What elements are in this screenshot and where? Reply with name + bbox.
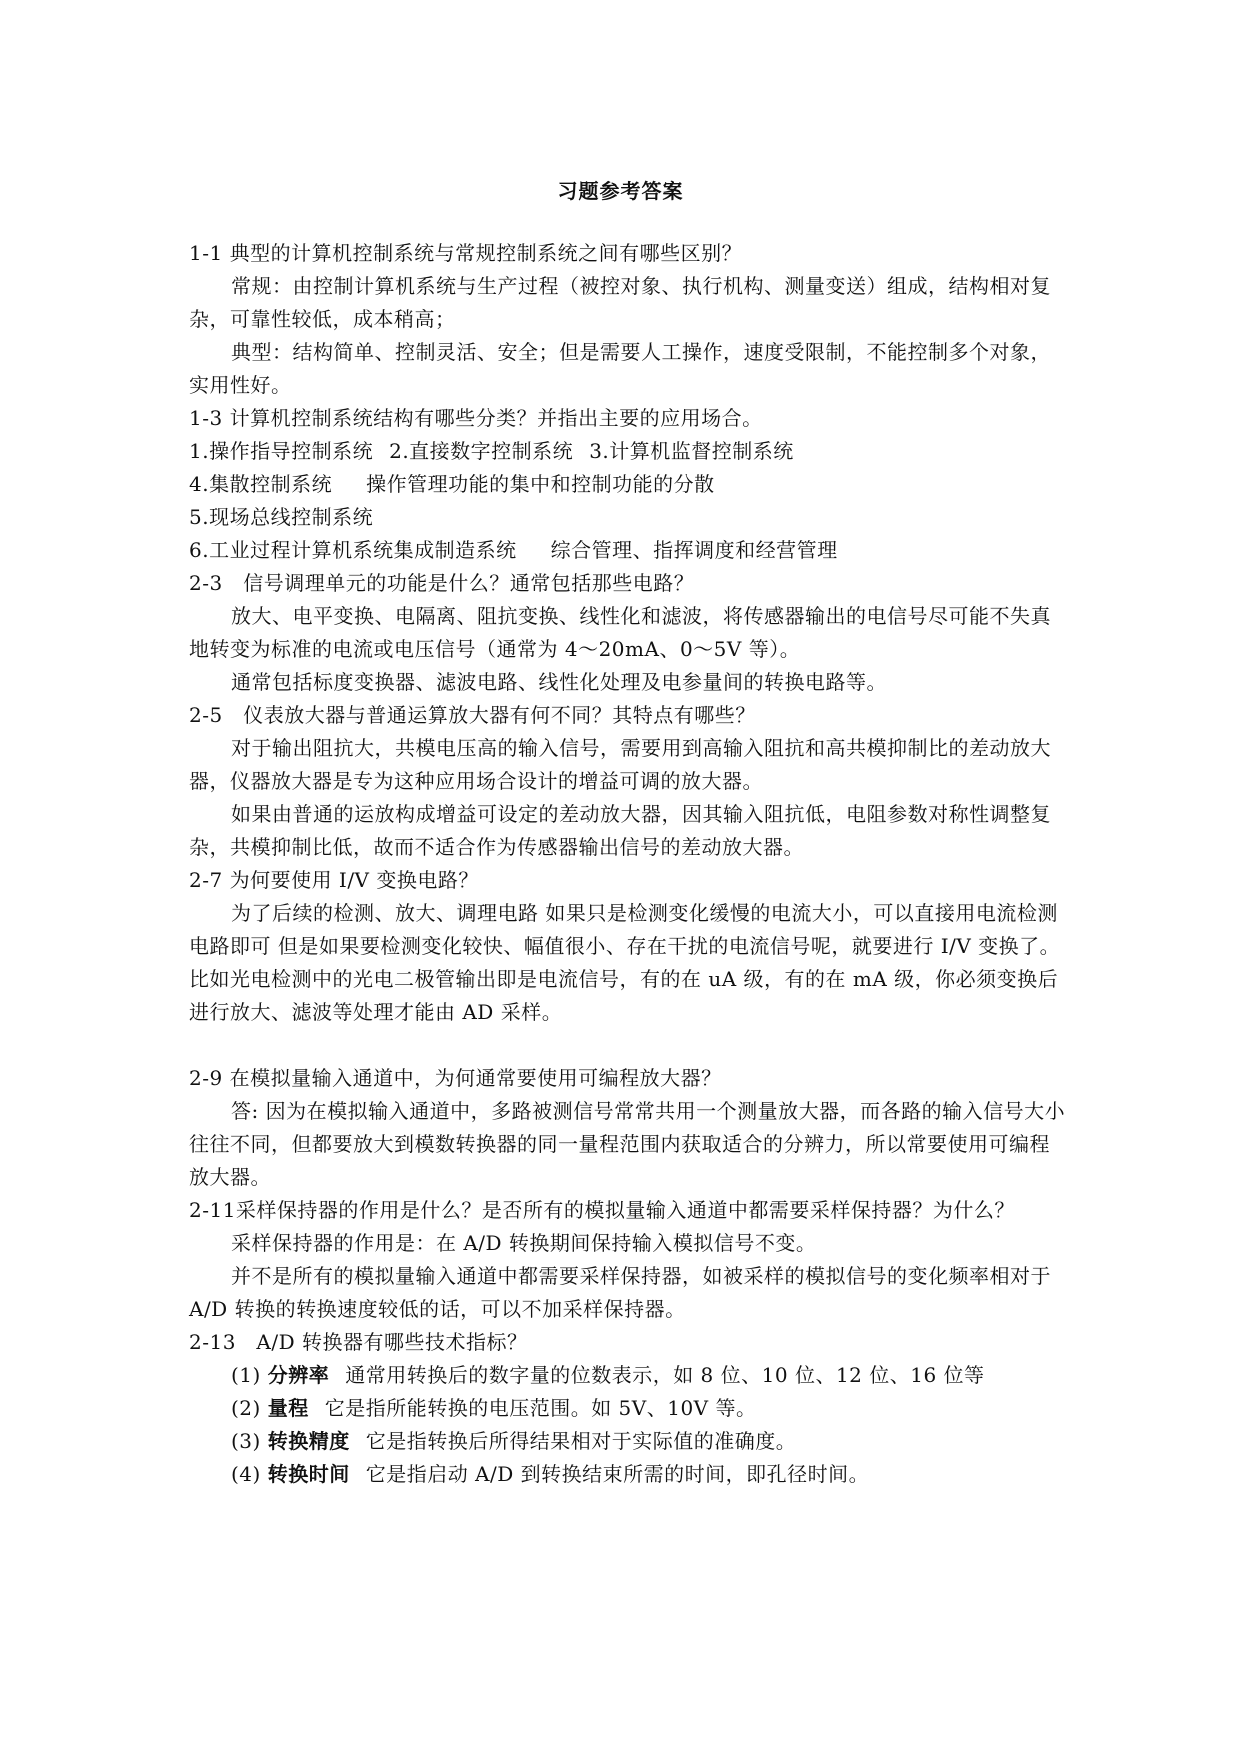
spec-item-desc: 通常用转换后的数字量的位数表示，如 8 位、10 位、12 位、16 位等 [345,1363,985,1387]
answer-1-1-p1: 常规：由控制计算机系统与生产过程（被控对象、执行机构、测量变送）组成，结构相对复杂，可靠性较低，成本稍高； [189,274,1051,331]
spec-item [189,1458,1069,1491]
system-type-4-note: 操作管理功能的集中和控制功能的分散 [366,472,715,496]
answer-1-3-line1 [189,435,1069,468]
blank-line [189,1029,1069,1062]
spec-item [189,1392,1069,1425]
document-body [189,237,1069,1491]
question-2-5: 2-5 仪表放大器与普通运算放大器有何不同？其特点有哪些？ [189,703,756,727]
question-2-3: 2-3 信号调理单元的功能是什么？通常包括那些电路？ [189,571,695,595]
question-1-1: 1-1 典型的计算机控制系统与常规控制系统之间有哪些区别？ [189,241,743,265]
spec-item-term: 转换时间 [267,1462,350,1486]
system-type-4: 4.集散控制系统 [189,472,333,496]
question-2-9: 2-9 在模拟量输入通道中，为何通常要使用可编程放大器？ [189,1066,722,1090]
spec-item [189,1359,1069,1392]
answer-2-3-p1: 放大、电平变换、电隔离、阻抗变换、线性化和滤波，将传感器输出的电信号尽可能不失真地转变为标准的电流或电压信号（通常为 4～20mA、0～5V 等）。 [189,604,1051,661]
spec-item-number: (1) [231,1363,261,1387]
spec-item-term: 转换精度 [267,1429,350,1453]
question-1-3: 1-3 计算机控制系统结构有哪些分类？并指出主要的应用场合。 [189,406,763,430]
answer-1-3-line3: 5.现场总线控制系统 [189,505,374,529]
answer-2-11-p1: 采样保持器的作用是：在 A/D 转换期间保持输入模拟信号不变。 [231,1231,817,1255]
answer-1-3-line4 [189,534,1069,567]
spec-item-desc: 它是指转换后所得结果相对于实际值的准确度。 [365,1429,797,1453]
spec-item-desc: 它是指所能转换的电压范围。如 5V、10V 等。 [324,1396,757,1420]
answer-1-1-p2: 典型：结构简单、控制灵活、安全；但是需要人工操作，速度受限制，不能控制多个对象，实用性好。 [189,340,1051,397]
spec-item [189,1425,1069,1458]
spec-item-term: 量程 [267,1396,309,1420]
system-type-6-note: 综合管理、指挥调度和经营管理 [550,538,838,562]
question-2-11: 2-11采样保持器的作用是什么？是否所有的模拟量输入通道中都需要采样保持器？为什么？ [189,1198,1015,1222]
question-2-7: 2-7 为何要使用 I/V 变换电路？ [189,868,479,892]
question-2-13: 2-13 A/D 转换器有哪些技术指标？ [189,1330,528,1354]
spec-item-number: (3) [231,1429,261,1453]
system-type-2: 2.直接数字控制系统 [389,439,574,463]
answer-2-11-p2: 并不是所有的模拟量输入通道中都需要采样保持器，如被采样的模拟信号的变化频率相对于 A/D 转换的转换速度较低的话，可以不加采样保持器。 [189,1264,1051,1321]
page-title: 习题参考答案 [557,179,684,203]
spec-item-number: (4) [231,1462,261,1486]
answer-2-5-p2: 如果由普通的运放构成增益可设定的差动放大器，因其输入阻抗低，电阻参数对称性调整复杂，共模抑制比低，故而不适合作为传感器输出信号的差动放大器。 [189,802,1051,859]
system-type-6: 6.工业过程计算机系统集成制造系统 [189,538,517,562]
spec-item-number: (2) [231,1396,261,1420]
answer-2-3-p2: 通常包括标度变换器、滤波电路、线性化处理及电参量间的转换电路等。 [231,670,887,694]
answer-2-5-p1: 对于输出阻抗大，共模电压高的输入信号，需要用到高输入阻抗和高共模抑制比的差动放大器，仪器放大器是专为这种应用场合设计的增益可调的放大器。 [189,736,1051,793]
answer-2-9-p1: 答: 因为在模拟输入通道中，多路被测信号常常共用一个测量放大器，而各路的输入信号大小往往不同，但都要放大到模数转换器的同一量程范围内获取适合的分辨力，所以常要使用可编程放大器。 [189,1099,1066,1189]
spec-item-term: 分辨率 [267,1363,330,1387]
spec-item-desc: 它是指启动 A/D 到转换结束所需的时间，即孔径时间。 [365,1462,870,1486]
answer-1-3-line2 [189,468,1069,501]
system-type-1: 1.操作指导控制系统 [189,439,374,463]
system-type-3: 3.计算机监督控制系统 [589,439,794,463]
answer-2-7-p1: 为了后续的检测、放大、调理电路 如果只是检测变化缓慢的电流大小，可以直接用电流检测电路即可 但是如果要检测变化较快、幅值很小、存在干扰的电流信号呢，就要进行 I/V 变换了。 比如光电检测中的光电二极管输出即是电流信号，有的在 uA 级，有的在 mA 级，你必须变换后进行放大、滤波等处理才能由 AD 采样。 [189,901,1061,1024]
